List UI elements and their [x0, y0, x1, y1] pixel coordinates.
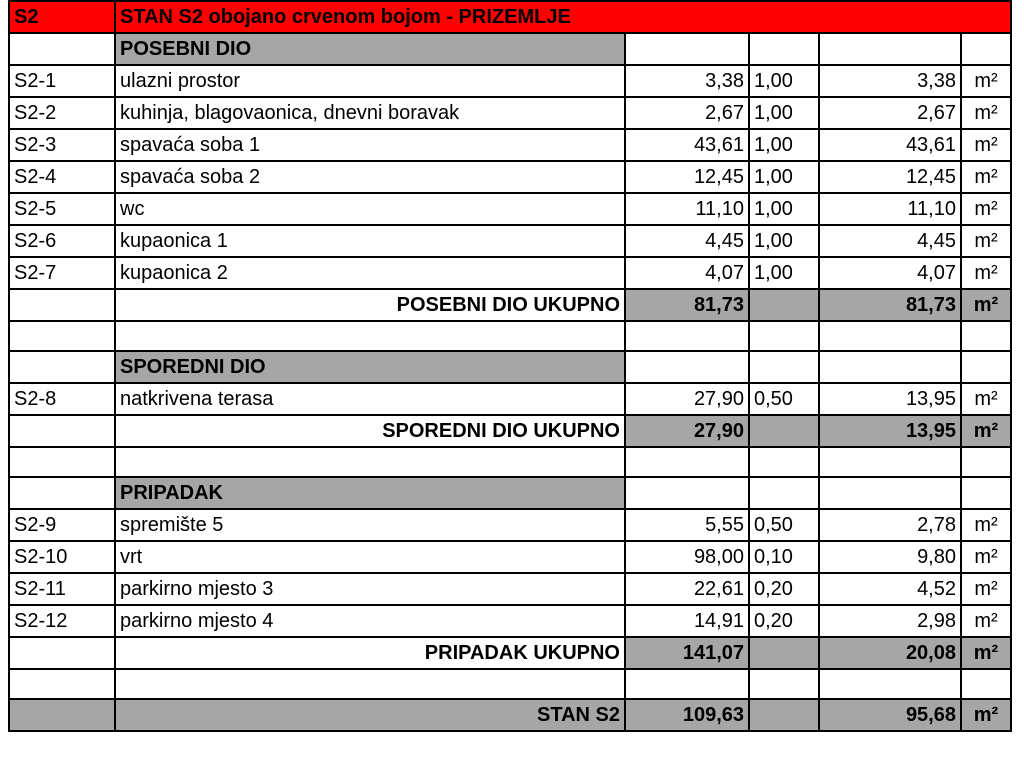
section-total-area: 141,07 — [625, 637, 749, 669]
room-id: S2-6 — [9, 225, 115, 257]
room-net-area: 4,45 — [819, 225, 961, 257]
section-total-net: 13,95 — [819, 415, 961, 447]
section-heading-row — [9, 477, 1011, 509]
area-table — [8, 0, 1012, 732]
table-row — [9, 573, 1011, 605]
empty-cell — [749, 321, 819, 351]
section-total-row — [9, 289, 1011, 321]
room-name: kupaonica 2 — [115, 257, 625, 289]
room-name: spavaća soba 2 — [115, 161, 625, 193]
area-unit: m² — [961, 225, 1011, 257]
table-row — [9, 225, 1011, 257]
table-row — [9, 129, 1011, 161]
empty-cell — [9, 447, 115, 477]
room-area: 14,91 — [625, 605, 749, 637]
room-id: S2-4 — [9, 161, 115, 193]
room-name: kupaonica 1 — [115, 225, 625, 257]
empty-cell — [9, 415, 115, 447]
room-net-area: 3,38 — [819, 65, 961, 97]
room-area: 11,10 — [625, 193, 749, 225]
room-net-area: 13,95 — [819, 383, 961, 415]
empty-cell — [9, 321, 115, 351]
room-net-area: 43,61 — [819, 129, 961, 161]
room-id: S2-12 — [9, 605, 115, 637]
room-id: S2-10 — [9, 541, 115, 573]
room-area: 5,55 — [625, 509, 749, 541]
room-area: 27,90 — [625, 383, 749, 415]
unit-code: S2 — [9, 1, 115, 33]
room-coefficient: 1,00 — [749, 161, 819, 193]
room-net-area: 4,07 — [819, 257, 961, 289]
section-total-net: 81,73 — [819, 289, 961, 321]
empty-cell — [819, 477, 961, 509]
room-area: 43,61 — [625, 129, 749, 161]
empty-row — [9, 447, 1011, 477]
empty-cell — [9, 637, 115, 669]
room-coefficient: 0,50 — [749, 383, 819, 415]
room-net-area: 4,52 — [819, 573, 961, 605]
section-total-unit: m² — [961, 637, 1011, 669]
empty-cell — [9, 477, 115, 509]
empty-cell — [961, 477, 1011, 509]
room-name: parkirno mjesto 4 — [115, 605, 625, 637]
room-area: 12,45 — [625, 161, 749, 193]
empty-cell — [961, 321, 1011, 351]
section-total-row — [9, 415, 1011, 447]
section-heading: POSEBNI DIO — [115, 33, 625, 65]
room-id: S2-5 — [9, 193, 115, 225]
room-coefficient: 0,50 — [749, 509, 819, 541]
room-name: spremište 5 — [115, 509, 625, 541]
area-unit: m² — [961, 193, 1011, 225]
room-coefficient: 1,00 — [749, 257, 819, 289]
room-coefficient: 0,20 — [749, 605, 819, 637]
grand-total-label: STAN S2 — [115, 699, 625, 731]
section-total-net: 20,08 — [819, 637, 961, 669]
room-id: S2-2 — [9, 97, 115, 129]
room-net-area: 12,45 — [819, 161, 961, 193]
section-total-row — [9, 637, 1011, 669]
empty-cell — [9, 289, 115, 321]
area-unit: m² — [961, 65, 1011, 97]
room-id: S2-11 — [9, 573, 115, 605]
grand-total-area: 109,63 — [625, 699, 749, 731]
empty-cell — [625, 33, 749, 65]
empty-cell — [749, 477, 819, 509]
area-unit: m² — [961, 509, 1011, 541]
room-area: 4,07 — [625, 257, 749, 289]
empty-row — [9, 321, 1011, 351]
table-row — [9, 509, 1011, 541]
area-unit: m² — [961, 161, 1011, 193]
room-area: 98,00 — [625, 541, 749, 573]
table-row — [9, 97, 1011, 129]
empty-cell — [961, 669, 1011, 699]
table-row — [9, 161, 1011, 193]
empty-cell — [625, 477, 749, 509]
table-row — [9, 605, 1011, 637]
room-name: spavaća soba 1 — [115, 129, 625, 161]
grand-total-coef — [749, 699, 819, 731]
table-row — [9, 257, 1011, 289]
section-total-label: SPOREDNI DIO UKUPNO — [115, 415, 625, 447]
room-name: ulazni prostor — [115, 65, 625, 97]
area-unit: m² — [961, 573, 1011, 605]
empty-cell — [749, 447, 819, 477]
empty-cell — [819, 321, 961, 351]
empty-cell — [625, 669, 749, 699]
empty-cell — [961, 351, 1011, 383]
section-total-unit: m² — [961, 415, 1011, 447]
empty-row — [9, 669, 1011, 699]
empty-cell — [961, 33, 1011, 65]
room-coefficient: 1,00 — [749, 225, 819, 257]
section-heading-row — [9, 33, 1011, 65]
area-unit: m² — [961, 541, 1011, 573]
area-unit: m² — [961, 97, 1011, 129]
grand-total-row — [9, 699, 1011, 731]
empty-cell — [625, 447, 749, 477]
table-row — [9, 541, 1011, 573]
room-net-area: 2,98 — [819, 605, 961, 637]
room-coefficient: 1,00 — [749, 129, 819, 161]
section-total-label: PRIPADAK UKUPNO — [115, 637, 625, 669]
room-id: S2-1 — [9, 65, 115, 97]
table-row — [9, 65, 1011, 97]
section-total-area: 81,73 — [625, 289, 749, 321]
room-area: 22,61 — [625, 573, 749, 605]
room-area: 2,67 — [625, 97, 749, 129]
room-id: S2-7 — [9, 257, 115, 289]
room-net-area: 2,67 — [819, 97, 961, 129]
room-area: 3,38 — [625, 65, 749, 97]
room-net-area: 9,80 — [819, 541, 961, 573]
empty-cell — [819, 669, 961, 699]
grand-total-unit: m² — [961, 699, 1011, 731]
empty-cell — [819, 33, 961, 65]
empty-cell — [625, 321, 749, 351]
empty-cell — [749, 669, 819, 699]
room-name: natkrivena terasa — [115, 383, 625, 415]
room-coefficient: 1,00 — [749, 65, 819, 97]
room-net-area: 11,10 — [819, 193, 961, 225]
empty-cell — [115, 669, 625, 699]
room-name: wc — [115, 193, 625, 225]
section-total-label: POSEBNI DIO UKUPNO — [115, 289, 625, 321]
room-name: vrt — [115, 541, 625, 573]
empty-cell — [9, 699, 115, 731]
empty-cell — [625, 351, 749, 383]
table-row — [9, 193, 1011, 225]
empty-cell — [819, 351, 961, 383]
room-coefficient: 0,10 — [749, 541, 819, 573]
section-total-unit: m² — [961, 289, 1011, 321]
section-heading: PRIPADAK — [115, 477, 625, 509]
room-id: S2-8 — [9, 383, 115, 415]
section-total-coef — [749, 289, 819, 321]
empty-cell — [749, 351, 819, 383]
empty-cell — [749, 33, 819, 65]
area-table-body — [9, 1, 1011, 731]
section-heading: SPOREDNI DIO — [115, 351, 625, 383]
area-unit: m² — [961, 129, 1011, 161]
room-coefficient: 1,00 — [749, 193, 819, 225]
grand-total-net: 95,68 — [819, 699, 961, 731]
area-unit: m² — [961, 257, 1011, 289]
room-name: kuhinja, blagovaonica, dnevni boravak — [115, 97, 625, 129]
section-total-area: 27,90 — [625, 415, 749, 447]
room-id: S2-3 — [9, 129, 115, 161]
table-row — [9, 383, 1011, 415]
empty-cell — [9, 669, 115, 699]
empty-cell — [9, 33, 115, 65]
room-name: parkirno mjesto 3 — [115, 573, 625, 605]
empty-cell — [115, 447, 625, 477]
room-coefficient: 1,00 — [749, 97, 819, 129]
area-unit: m² — [961, 605, 1011, 637]
section-heading-row — [9, 351, 1011, 383]
empty-cell — [961, 447, 1011, 477]
title-row — [9, 1, 1011, 33]
section-total-coef — [749, 415, 819, 447]
sheet-title: STAN S2 obojano crvenom bojom - PRIZEMLJE — [115, 1, 1011, 33]
room-net-area: 2,78 — [819, 509, 961, 541]
room-coefficient: 0,20 — [749, 573, 819, 605]
empty-cell — [9, 351, 115, 383]
room-id: S2-9 — [9, 509, 115, 541]
empty-cell — [115, 321, 625, 351]
section-total-coef — [749, 637, 819, 669]
area-unit: m² — [961, 383, 1011, 415]
empty-cell — [819, 447, 961, 477]
room-area: 4,45 — [625, 225, 749, 257]
